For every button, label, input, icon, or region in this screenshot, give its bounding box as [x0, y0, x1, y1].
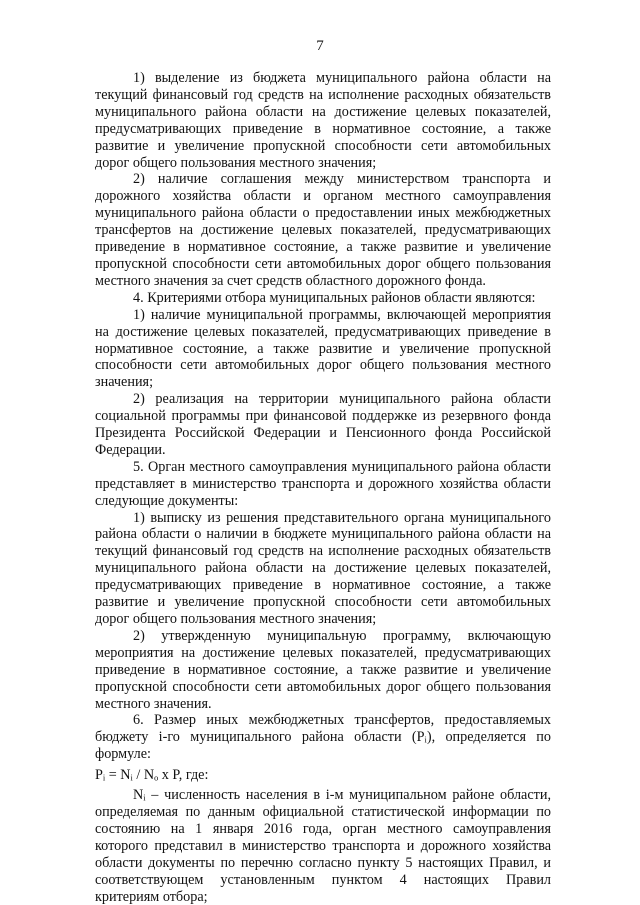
page-number: 7: [316, 38, 324, 54]
paragraph-section-6: 6. Размер иных межбюджетных трансфертов, предоставляемых бюджету i-го муниципального района области (Pᵢ), определяется по формуле:: [95, 712, 551, 763]
formula: Pᵢ = Nᵢ / Nₒ x P, где:: [95, 767, 209, 784]
paragraph-section-5: 5. Орган местного самоуправления муниципального района области представляет в министерство транспорта и дорожного хозяйства области следующие документы:: [95, 458, 551, 509]
paragraph-condition-2: 2) наличие соглашения между министерством транспорта и дорожного хозяйства области и органом местного самоуправления муниципального района области о предоставлении иных межбюджетных трансфертов на достижение целевых показателей, предусматривающих приведение в нормативное состояние, а также развитие и увеличение пропускной способности сети автомобильных дорог общего пользования местного значения за счет средств областного дорожного фонда.: [95, 171, 551, 289]
paragraph-condition-1: 1) выделение из бюджета муниципального района области на текущий финансовый год средств на исполнение расходных обязательств муниципального района области на достижение целевых показателей, предусматривающих приведение в нормативное состояние, а также развитие и увеличение пропускной способности сети автомобильных дорог общего пользования местного значения;: [95, 70, 551, 171]
paragraph-document-2: 2) утвержденную муниципальную программу, включающую мероприятия на достижение целевых показателей, предусматривающих приведение в нормативное состояние, а также развитие и увеличение пропускной способности сети автомобильных дорог общего пользования местного значения.: [95, 627, 551, 712]
paragraph-document-1: 1) выписку из решения представительного органа муниципального района области о наличии в бюджете муниципального района области на текущий финансовый год средств на исполнение расходных обязательств муниципального района области на достижение целевых показателей, предусматривающих приведение в нормативное состояние, а также развитие и увеличение пропускной способности сети автомобильных дорог общего пользования местного значения;: [95, 509, 551, 627]
paragraph-definition-ni: Nᵢ – численность населения в i-м муниципальном районе области, определяемая по данным официальной статистической информации по состоянию на 1 января 2016 года, орган местного самоуправления которого представил в министерство транспорта и дорожного хозяйства области документы по перечню согласно пункту 5 настоящих Правил, и соответствующем установленным пунктом 4 настоящих Правил критериям отбора;: [95, 787, 551, 905]
paragraph-criterion-2: 2) реализация на территории муниципального района области социальной программы при финансовой поддержке из резервного фонда Президента Российской Федерации и Пенсионного фонда Российской Федерации.: [95, 391, 551, 458]
paragraph-criterion-1: 1) наличие муниципальной программы, включающей мероприятия на достижение целевых показателей, предусматривающих приведение в нормативное состояние, а также развитие и увеличение пропускной способности сети автомобильных дорог общего пользования местного значения;: [95, 306, 551, 391]
paragraph-section-4: 4. Критериями отбора муниципальных районов области являются:: [133, 289, 536, 306]
document-body: [95, 70, 551, 905]
